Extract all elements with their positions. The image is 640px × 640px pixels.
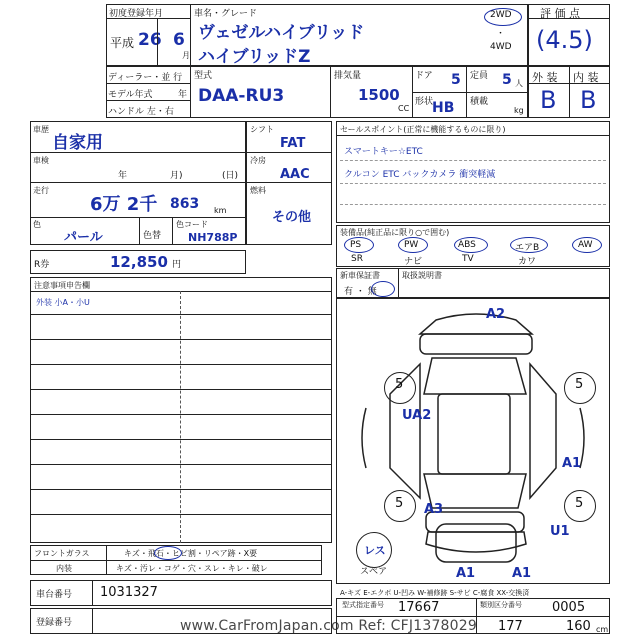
class-no-value: 0005 xyxy=(552,600,586,615)
mark-right-door: A1 xyxy=(562,456,582,471)
warranty-value: 有 ・ 無 xyxy=(344,287,377,297)
equip-ps: PS xyxy=(350,240,362,250)
booklet-label: 取扱説明書 xyxy=(402,271,442,280)
mark-rear-left: A1 xyxy=(456,566,476,581)
interior-text: キズ・汚レ・コゲ・穴・スレ・キレ・破レ xyxy=(116,564,268,573)
spare-label: スペア xyxy=(360,567,388,577)
mark-wheel-fr: 5 xyxy=(575,377,584,392)
equip-abs: ABS xyxy=(458,240,476,250)
equip-label: 装備品(純正品に限り○で囲む) xyxy=(340,228,450,237)
drive-4wd: 4WD xyxy=(490,42,512,52)
load-unit: kg xyxy=(514,106,524,115)
equip-leather: カワ xyxy=(518,257,537,267)
mark-wheel-rl: 5 xyxy=(395,496,404,511)
mark-front: A2 xyxy=(486,307,506,322)
cc-value: 1500 xyxy=(358,86,400,104)
recycle-value: 12,850 xyxy=(110,253,168,271)
sales-line-1: スマートキー☆ETC xyxy=(344,147,423,157)
ext-grade: B xyxy=(540,86,557,114)
front-glass-text: キズ・飛石・ヒビ割・リペア跡・X要 xyxy=(124,549,258,558)
watermark: www.CarFromJapan.com Ref: CFJ1378029 xyxy=(180,618,477,634)
mileage-label: 走行 xyxy=(33,186,49,195)
shape-label: 形状 xyxy=(415,97,434,107)
car-grade: ハイブリッドZ xyxy=(198,47,311,67)
equip-sr: SR xyxy=(351,254,363,264)
form-no-label: 型式指定番号 xyxy=(342,601,384,609)
mark-rear-right: A1 xyxy=(512,566,532,581)
mileage-unit: km xyxy=(214,206,227,215)
warranty-label: 新車保証書 xyxy=(340,271,380,280)
shift-label: シフト xyxy=(250,125,274,134)
color-code-value: NH788P xyxy=(188,231,238,244)
sales-label: セールスポイント(正常に機能するものに限り) xyxy=(340,125,506,134)
form-no-value: 17667 xyxy=(398,600,440,615)
cc-unit: CC xyxy=(398,104,410,113)
car-no-value: 1031327 xyxy=(100,585,158,600)
equip-pw: PW xyxy=(404,240,419,250)
shift-value: FAT xyxy=(280,136,306,151)
les-label: レス xyxy=(364,544,386,557)
ac-label: 冷房 xyxy=(250,156,266,165)
cc-label: 排気量 xyxy=(334,71,362,81)
inspect-year: 年 xyxy=(118,171,128,181)
mileage-detail: 863 xyxy=(170,196,200,212)
damage-legend: A-キズ E-エクボ U-凹み W-補修跡 S-サビ C-腐食 XX-交換済 xyxy=(340,589,530,597)
notes-box xyxy=(30,277,332,543)
reg-date-label: 初度登録年月 xyxy=(109,9,164,19)
reg-month-unit: 月 xyxy=(182,51,190,60)
equip-aw: AW xyxy=(578,240,593,250)
inspect-month: 月) xyxy=(170,171,183,181)
fuel-label: 燃料 xyxy=(250,186,266,195)
notes-line-1: 外装 小A・小U xyxy=(36,298,90,307)
color-label: 色 xyxy=(33,220,41,229)
model-year-label: モデル年式 xyxy=(108,90,153,100)
reg-no-label: 登録番号 xyxy=(36,618,73,628)
fuel-value: その他 xyxy=(272,210,312,225)
door-value: 5 xyxy=(451,72,461,88)
dealer-label: ディーラー・並 行 xyxy=(108,73,183,83)
notes-label: 注意事項申告欄 xyxy=(34,281,90,290)
drive-dot: ・ xyxy=(496,29,506,39)
mark-wheel-rr: 5 xyxy=(575,496,584,511)
capacity-label: 定員 xyxy=(470,71,489,81)
car-no-label: 車台番号 xyxy=(36,590,73,600)
int-grade: B xyxy=(580,86,597,114)
model-year-unit: 年 xyxy=(178,90,188,100)
car-no-box xyxy=(30,580,332,606)
sales-line-2: クルコン ETC バックカメラ 衝突軽減 xyxy=(344,170,496,180)
mark-wheel-fl: 5 xyxy=(395,377,404,392)
width-unit: cm xyxy=(596,625,609,634)
class-no-label: 類別区分番号 xyxy=(480,601,522,609)
mark-left-door: UA2 xyxy=(402,408,432,423)
drive-2wd: 2WD xyxy=(490,10,512,20)
type-label: 型式 xyxy=(194,71,213,81)
front-glass-label: フロントガラス xyxy=(34,549,90,558)
load-label: 積載 xyxy=(470,97,489,107)
use-label: 車歴 xyxy=(33,125,49,134)
color-code-label: 色コード xyxy=(176,220,208,229)
inspect-label: 車検 xyxy=(33,156,49,165)
capacity-value: 5 xyxy=(502,72,512,88)
shape-value: HB xyxy=(432,100,455,116)
eval-label: 評 価 点 xyxy=(540,7,580,20)
width-value: 160 xyxy=(566,619,591,634)
equip-airbag: エアB xyxy=(515,243,540,253)
mileage-value: 6万 2千 xyxy=(90,194,158,215)
handle-label: ハンドル 左・右 xyxy=(108,107,174,117)
reg-month: 6 xyxy=(173,30,185,50)
type-value: DAA-RU3 xyxy=(198,86,285,106)
use-value: 自家用 xyxy=(52,133,103,153)
reg-year: 26 xyxy=(138,30,162,50)
car-name: ヴェゼルハイブリッド xyxy=(198,23,365,43)
mark-right-rear: U1 xyxy=(550,524,570,539)
inspect-day: (日) xyxy=(222,171,239,181)
reg-era: 平成 xyxy=(110,36,135,50)
mark-left-rear: A3 xyxy=(424,502,444,517)
length-value: 177 xyxy=(498,619,523,634)
interior-label: 内装 xyxy=(56,564,72,573)
door-label: ドア xyxy=(415,71,433,81)
recycle-unit: 円 xyxy=(172,260,182,270)
car-name-label: 車名・グレード xyxy=(194,9,258,19)
eval-score: (4.5) xyxy=(536,26,593,54)
recycle-label: R券 xyxy=(34,260,50,270)
capacity-unit: 人 xyxy=(515,79,523,88)
color-change-label: 色替 xyxy=(143,231,162,241)
color-value: パール xyxy=(64,230,103,245)
ac-value: AAC xyxy=(280,167,310,182)
equip-tv: TV xyxy=(462,254,474,264)
equip-navi: ナビ xyxy=(404,257,423,267)
int-label: 内 装 xyxy=(573,71,599,84)
ext-label: 外 装 xyxy=(532,71,558,84)
